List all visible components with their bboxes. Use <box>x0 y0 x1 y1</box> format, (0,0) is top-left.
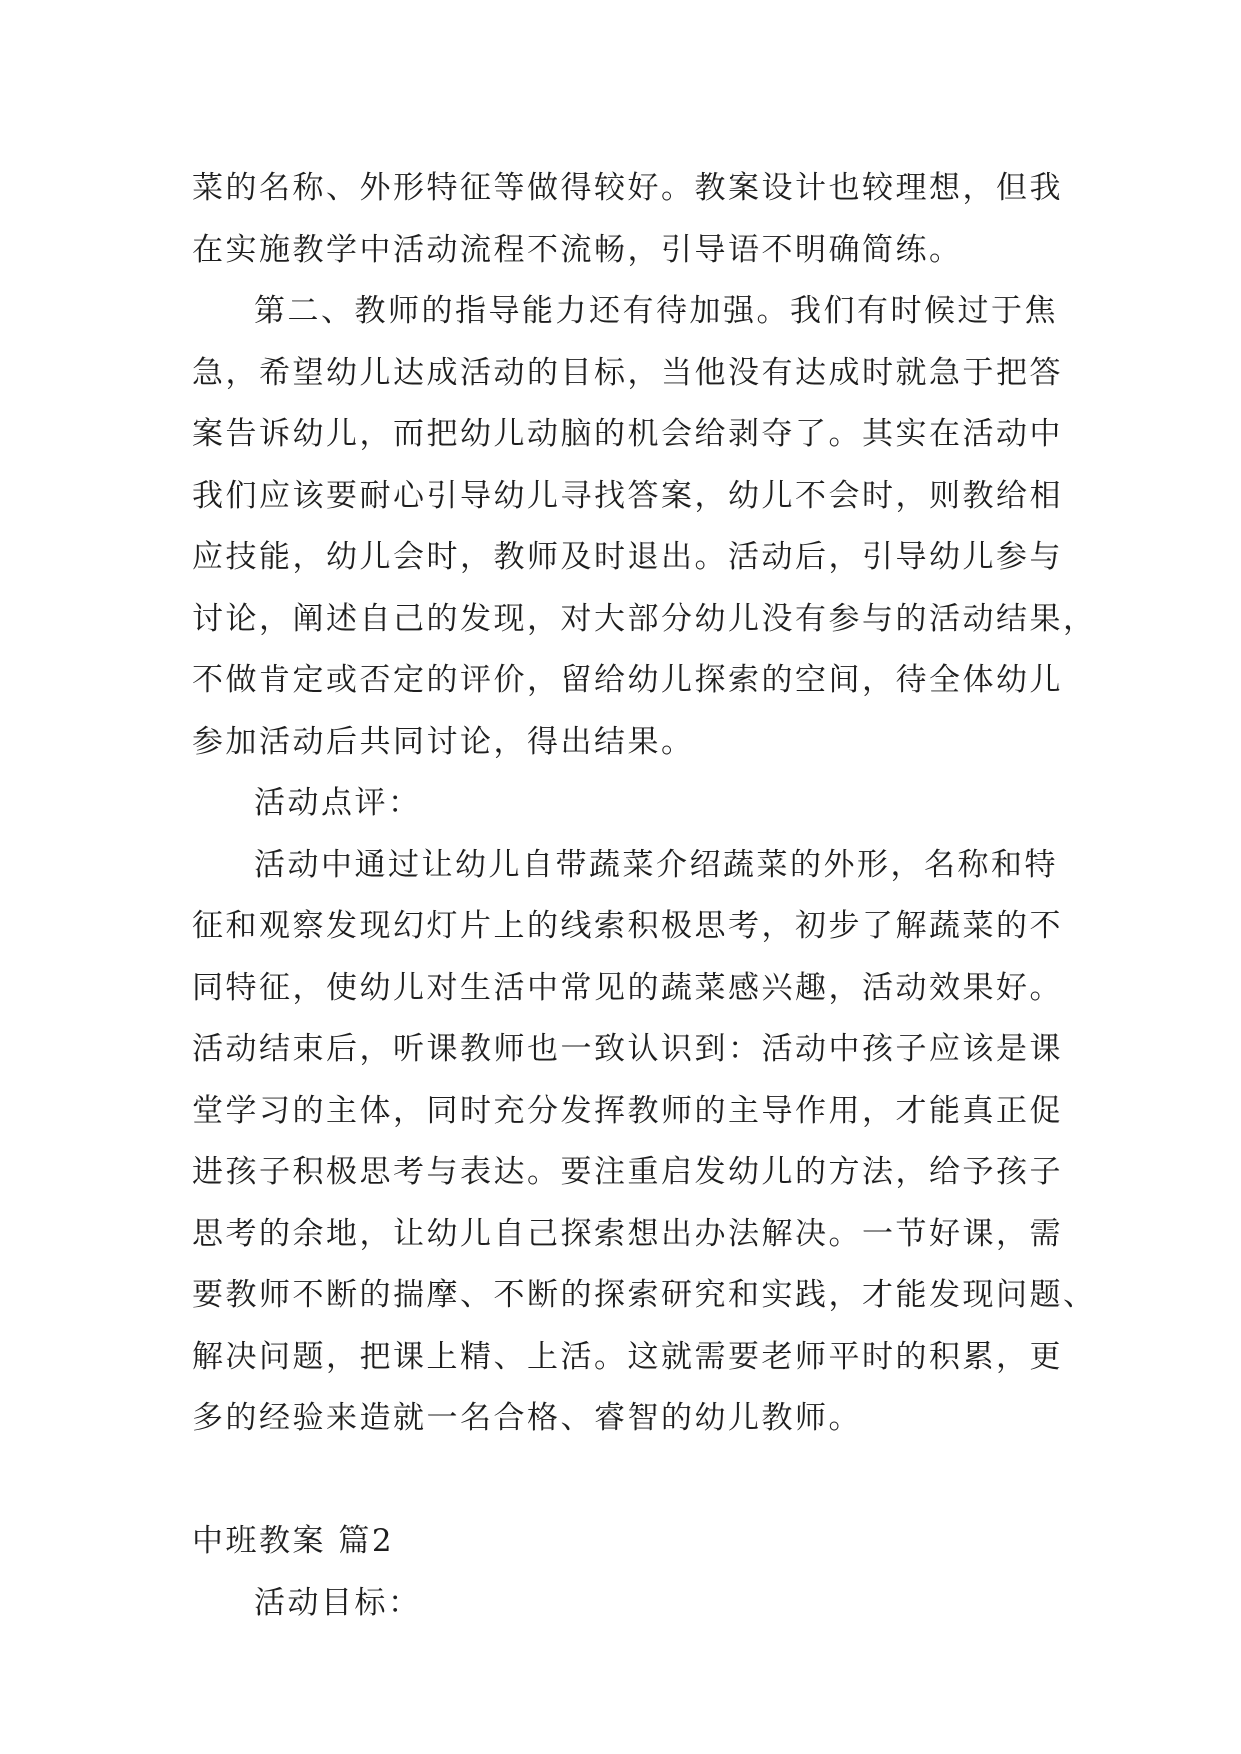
text-line: 要教师不断的揣摩、不断的探索研究和实践，才能发现问题、 <box>192 1277 1097 1313</box>
text-line: 应技能，幼儿会时，教师及时退出。活动后，引导幼儿参与 <box>192 539 1063 575</box>
paragraph-start-line: 活动中通过让幼儿自带蔬菜介绍蔬菜的外形，名称和特 <box>254 846 1058 883</box>
activity-review-heading: 活动点评： <box>254 785 422 821</box>
text-line: 急，希望幼儿达成活动的目标，当他没有达成时就急于把答 <box>192 354 1063 391</box>
text-line: 解决问题，把课上精、上活。这就需要老师平时的积累，更 <box>192 1338 1063 1375</box>
text-line: 讨论，阐述自己的发现，对大部分幼儿没有参与的活动结果， <box>192 600 1097 637</box>
text-line: 不做肯定或否定的评价，留给幼儿探索的空间，待全体幼儿 <box>192 662 1063 698</box>
blank-line <box>192 1450 1052 1512</box>
text-line: 我们应该要耐心引导幼儿寻找答案，幼儿不会时，则教给相 <box>192 477 1063 514</box>
text-line: 活动结束后，听课教师也一致认识到：活动中孩子应该是课 <box>192 1031 1063 1067</box>
document-body <box>192 158 1097 1634</box>
text-line: 菜的名称、外形特征等做得较好。教案设计也较理想，但我 <box>192 170 1063 206</box>
text-line: 多的经验来造就一名合格、睿智的幼儿教师。 <box>192 1400 862 1436</box>
text-line: 思考的余地，让幼儿自己探索想出办法解决。一节好课，需 <box>192 1215 1063 1252</box>
text-line: 同特征，使幼儿对生活中常见的蔬菜感兴趣，活动效果好。 <box>192 969 1063 1006</box>
activity-goals-heading: 活动目标： <box>254 1584 422 1621</box>
section-heading: 中班教案 篇2 <box>192 1523 395 1559</box>
text-line: 征和观察发现幻灯片上的线索积极思考，初步了解蔬菜的不 <box>192 908 1063 944</box>
text-line: 进孩子积极思考与表达。要注重启发幼儿的方法，给予孩子 <box>192 1154 1063 1190</box>
text-line: 参加活动后共同讨论，得出结果。 <box>192 723 695 760</box>
text-line: 案告诉幼儿，而把幼儿动脑的机会给剥夺了。其实在活动中 <box>192 416 1063 452</box>
text-line: 堂学习的主体，同时充分发挥教师的主导作用，才能真正促 <box>192 1092 1063 1129</box>
paragraph-start-line: 第二、教师的指导能力还有待加强。我们有时候过于焦 <box>254 293 1058 329</box>
text-line: 在实施教学中活动流程不流畅，引导语不明确简练。 <box>192 231 963 268</box>
